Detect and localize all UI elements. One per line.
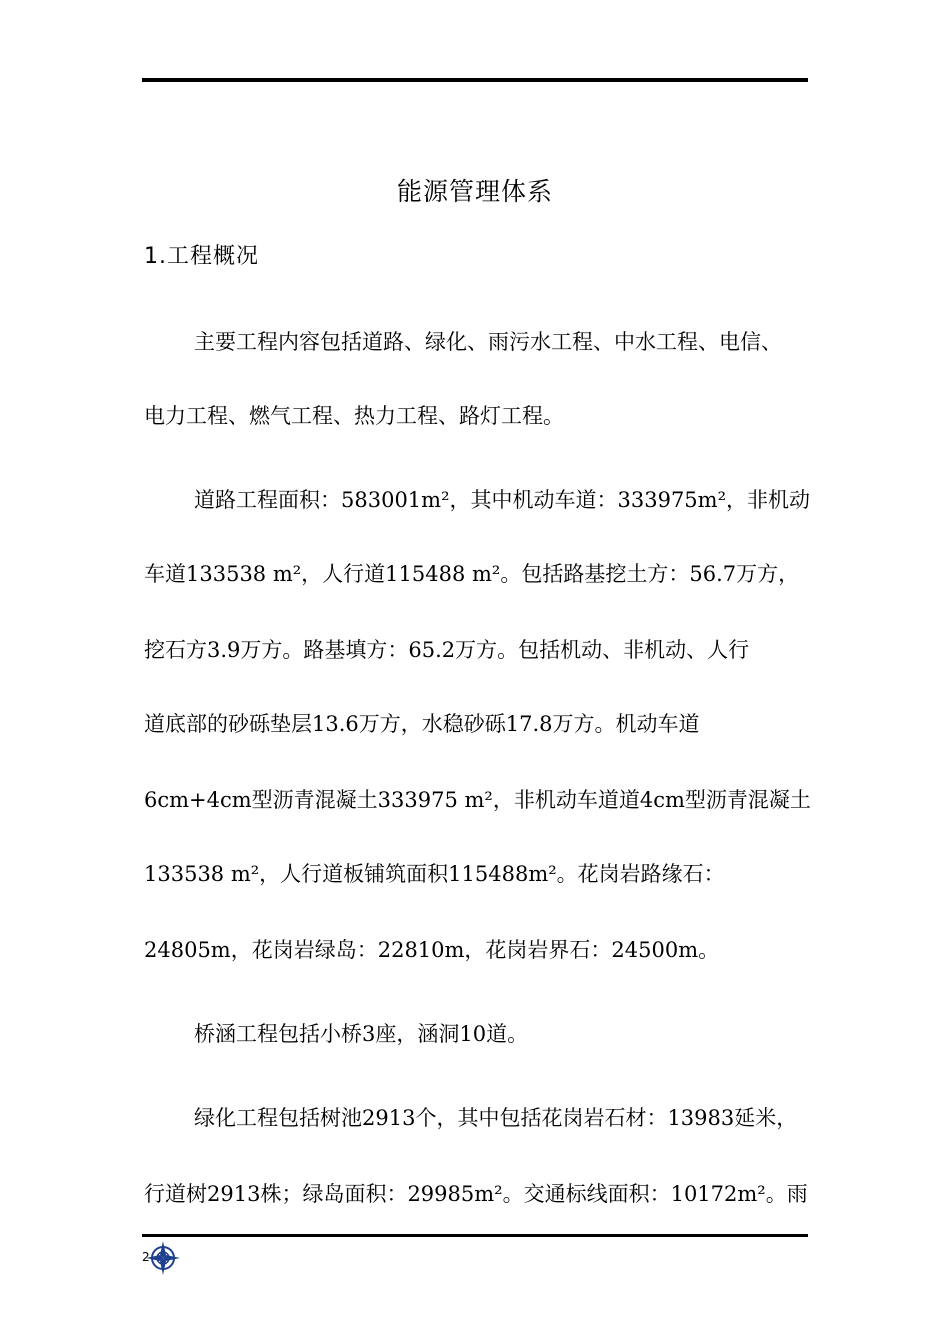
document-title: 能源管理体系 — [396, 177, 553, 206]
body-line-5: 挖石方3.9万方。路基填方：65.2万方。包括机动、非机动、人行 — [144, 638, 750, 662]
body-line-11: 绿化工程包括树池2913个，其中包括花岗岩石材：13983延米， — [194, 1106, 798, 1130]
header-rule — [142, 78, 808, 82]
footer-rule — [142, 1234, 808, 1237]
body-line-9: 24805m，花岗岩绿岛：22810m，花岗岩界石：24500m。 — [144, 938, 720, 962]
body-line-7: 6cm+4cm型沥青混凝土333975 m²，非机动车道道4cm型沥青混凝土 — [144, 788, 811, 812]
section-heading: 1.工程概况 — [144, 244, 259, 269]
body-line-3: 道路工程面积：583001m²，其中机动车道：333975m²，非机动 — [194, 488, 810, 512]
body-line-4: 车道133538 m²，人行道115488 m²。包括路基挖土方：56.7万方， — [144, 562, 800, 586]
body-line-10: 桥涵工程包括小桥3座，涵洞10道。 — [194, 1022, 529, 1046]
page-number: 2 — [142, 1250, 150, 1264]
body-line-6: 道底部的砂砾垫层13.6万方，水稳砂砾17.8万方。机动车道 — [144, 712, 700, 736]
body-line-1: 主要工程内容包括道路、绿化、雨污水工程、中水工程、电信、 — [194, 330, 782, 354]
body-line-2: 电力工程、燃气工程、热力工程、路灯工程。 — [144, 404, 564, 428]
body-line-12: 行道树2913株；绿岛面积：29985m²。交通标线面积：10172m²。雨 — [144, 1182, 808, 1206]
body-line-8: 133538 m²，人行道板铺筑面积115488m²。花岗岩路缘石： — [144, 862, 725, 886]
